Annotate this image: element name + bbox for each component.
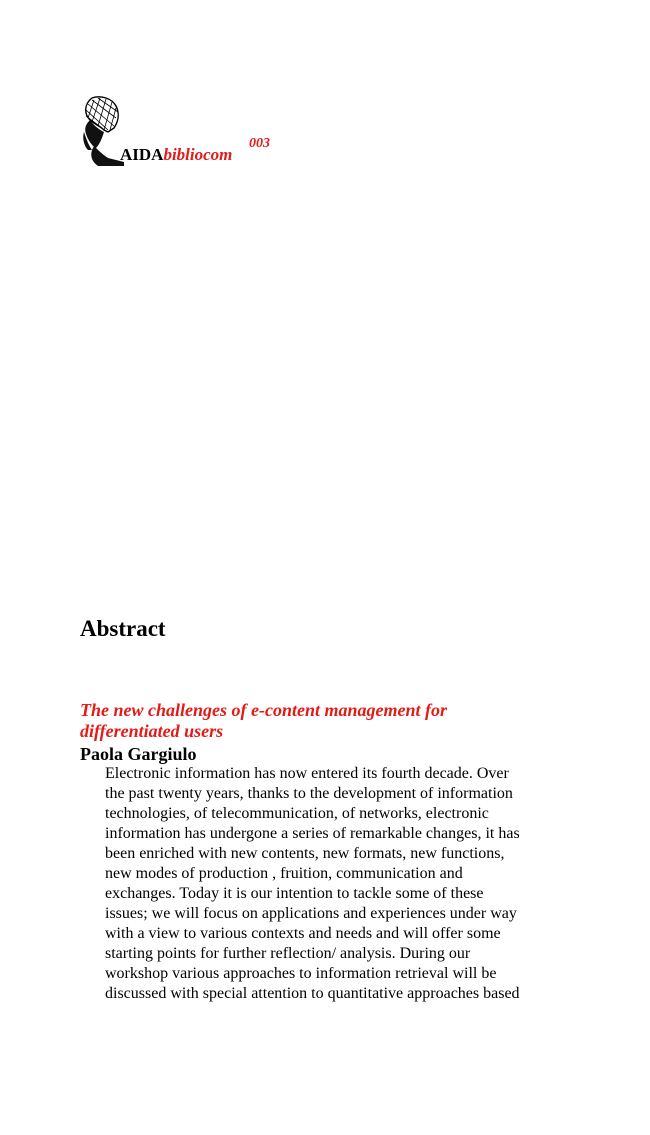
paper-author: Paola Gargiulo [80, 744, 197, 764]
logo-wordmark [120, 145, 232, 165]
body-line: Electronic information has now entered its fourth decade. Over [105, 765, 509, 782]
abstract-body [105, 764, 575, 1004]
body-line: technologies, of telecommunication, of networks, electronic [105, 805, 489, 822]
body-line: new modes of production , fruition, communication and [105, 865, 463, 882]
logo-aida: AIDA [120, 145, 164, 164]
logo-bibliocom: bibliocom [163, 145, 233, 164]
body-line: issues; we will focus on applications and experiences under way [105, 905, 517, 922]
abstract-heading: Abstract [80, 616, 166, 641]
body-line: with a view to various contexts and needs and will offer some [105, 925, 501, 942]
aida-logo [78, 96, 298, 176]
paper-title: The new challenges of e-content management for differentiated users [80, 700, 447, 741]
body-line: starting points for further reflection/ analysis. During our [105, 945, 471, 962]
sculpture-head-icon [78, 96, 126, 166]
body-line: discussed with special attention to quantitative approaches based [105, 985, 520, 1002]
body-line: exchanges. Today it is our intention to tackle some of these [105, 885, 484, 902]
body-line: workshop various approaches to information retrieval will be [105, 965, 497, 982]
body-line: information has undergone a series of remarkable changes, it has [105, 825, 520, 842]
body-line: the past twenty years, thanks to the development of information [105, 785, 513, 802]
body-line: been enriched with new contents, new formats, new functions, [105, 845, 505, 862]
logo-issue-number: 003 [249, 136, 270, 151]
